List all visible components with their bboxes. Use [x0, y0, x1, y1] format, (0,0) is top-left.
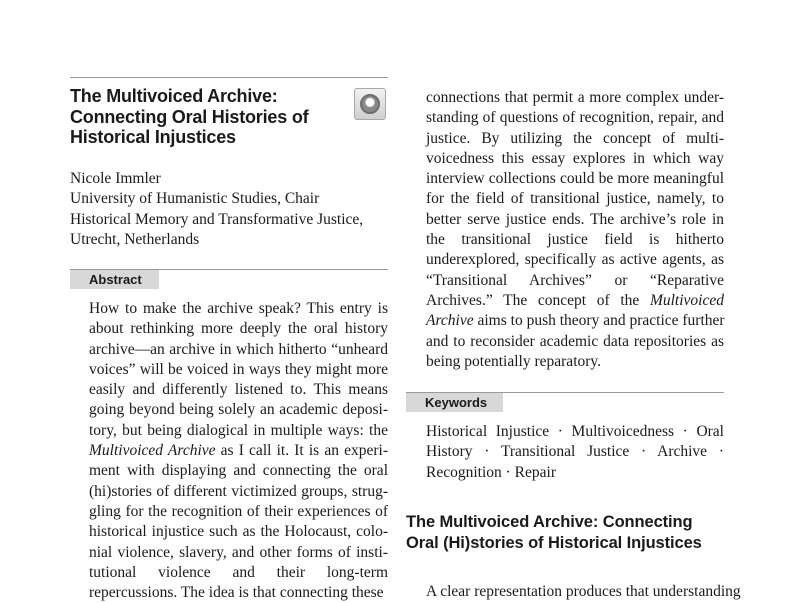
abstract-line-4	[89, 360, 388, 380]
keywords-line-2: History · Transitional Justice · Archive ·	[426, 443, 724, 461]
section-title-line-1: The Multivoiced Archive: Connecting	[406, 513, 693, 531]
check-for-updates-badge[interactable]	[354, 88, 386, 120]
paper-title-line-3: Historical Injustices	[70, 127, 236, 147]
section-first-line: A clear representation produces that understanding	[426, 583, 741, 600]
abstract-line-10	[89, 482, 388, 502]
abstract-line-14-segment-1: tutional violence and their long-term	[89, 563, 388, 581]
abstract-line-7-segment-1: tory, but being dialogical in multiple ways: the	[89, 421, 388, 439]
abstract-line-8	[89, 441, 388, 461]
right-column-line-6	[426, 189, 724, 209]
right-column-line-2-segment-1: standing of questions of recognition, repair, and	[426, 109, 724, 127]
abstract-line-1	[89, 299, 388, 319]
check-for-updates-icon	[360, 94, 380, 114]
paper-title-line-2: Connecting Oral Histories of	[70, 106, 309, 127]
right-column-line-10	[426, 271, 724, 291]
abstract-line-9-segment-1: ment with displaying and connecting the oral	[89, 462, 388, 480]
right-column-line-12-segment-2: aims to push theory and practice further	[473, 312, 725, 330]
right-column-text	[426, 88, 724, 372]
keywords-line-3: Recognition · Repair	[426, 463, 556, 481]
right-column-line-13	[426, 332, 724, 352]
right-column-line-1	[426, 88, 724, 108]
abstract-line-8-segment-1: Multivoiced Archive	[89, 442, 216, 460]
abstract-line-11	[89, 502, 388, 522]
right-column-line-4-segment-1: voicedness this essay explores in which way	[426, 149, 724, 167]
abstract-line-6	[89, 400, 388, 420]
abstract-line-9	[89, 461, 388, 481]
right-column-line-4	[426, 149, 724, 169]
right-column-line-1-segment-1: connections that permit a more complex under-	[426, 89, 724, 106]
abstract-line-12-segment-1: historical injustice such as the Holocaust, colo-	[89, 523, 388, 541]
abstract-line-3-segment-1: archive—an archive in which hitherto “unheard	[89, 340, 388, 358]
section-title	[406, 512, 736, 554]
right-column-line-6-segment-1: for the field of transitional justice, namely, to	[426, 190, 724, 208]
abstract-line-13-segment-1: nial violence, slavery, and other forms of insti-	[89, 543, 388, 561]
author-affiliation-line-2: Historical Memory and Transformative Justice,	[70, 210, 364, 228]
right-column-line-3-segment-1: justice. By utilizing the concept of multi-	[426, 129, 724, 147]
author-name: Nicole Immler	[70, 170, 161, 187]
abstract-line-10-segment-1: (hi)stories of different victimized groups, strug-	[89, 482, 388, 500]
abstract-line-5	[89, 380, 388, 400]
section-title-line-2: Oral (Hi)stories of Historical Injustices	[406, 534, 702, 552]
abstract-line-2	[89, 319, 388, 339]
right-column-line-11-segment-2: Multivoiced	[649, 291, 724, 309]
right-column-line-3	[426, 129, 724, 149]
right-column-line-14-segment-1: being potentially reparatory.	[426, 352, 602, 370]
right-column-line-2	[426, 108, 724, 128]
right-column-line-5-segment-1: interview collections could be more meaningful	[426, 170, 724, 188]
right-column-line-10-segment-1: “Transitional Archives” or “Reparative	[426, 271, 724, 289]
right-column-line-9-segment-1: underexplored, specifically as active agents, as	[426, 251, 724, 269]
abstract-heading: Abstract	[70, 270, 159, 289]
abstract-line-8-segment-2: as I call it. It is an experi-	[215, 442, 388, 460]
keywords-line-1: Historical Injustice · Multivoicedness · Oral	[426, 423, 724, 440]
right-column-line-9	[426, 250, 724, 270]
right-column-line-13-segment-1: and to reconsider academic data repositories as	[426, 332, 724, 350]
abstract-line-15	[89, 583, 388, 603]
right-column-line-14	[426, 352, 724, 372]
abstract-line-2-segment-1: about rethinking more deeply the oral history	[89, 320, 388, 338]
abstract-line-5-segment-1: easily and differently listened to. This means	[89, 381, 388, 399]
keywords-heading: Keywords	[406, 393, 503, 412]
keywords-list	[426, 422, 724, 483]
abstract-line-14	[89, 563, 388, 583]
right-column-line-7-segment-1: better serve justice ends. The archive’s role in	[426, 210, 724, 228]
abstract-line-12	[89, 522, 388, 542]
right-column-line-11-segment-1: Archives.” The concept of the	[426, 291, 650, 309]
right-column-line-8	[426, 230, 724, 250]
author-affiliation-line-3: Utrecht, Netherlands	[70, 230, 200, 248]
abstract-line-13	[89, 543, 388, 563]
right-column-line-7	[426, 210, 724, 230]
title-top-rule	[70, 77, 388, 78]
right-column-line-11	[426, 291, 724, 311]
abstract-line-15-segment-1: repercussions. The idea is that connecting these	[89, 584, 384, 602]
right-column-line-5	[426, 169, 724, 189]
paper-title-line-1: The Multivoiced Archive:	[70, 86, 278, 106]
abstract-line-11-segment-1: gling for the recognition of their experiences of	[89, 502, 388, 520]
right-column-line-12-segment-1: Archive	[426, 312, 474, 330]
right-column-line-12	[426, 311, 724, 331]
abstract-line-7	[89, 421, 388, 441]
abstract-line-1-segment-1: How to make the archive speak? This entry is	[89, 300, 388, 317]
right-column-line-8-segment-1: the transitional justice field is hitherto	[426, 231, 724, 249]
paper-title	[70, 86, 355, 148]
author-block	[70, 169, 390, 250]
abstract-line-3	[89, 340, 388, 360]
abstract-line-6-segment-1: going beyond being solely an academic deposi-	[89, 401, 388, 419]
abstract-body	[89, 299, 388, 603]
abstract-line-4-segment-1: voices” will be voiced in ways they might more	[89, 360, 388, 378]
author-affiliation-line-1: University of Humanistic Studies, Chair	[70, 190, 320, 208]
